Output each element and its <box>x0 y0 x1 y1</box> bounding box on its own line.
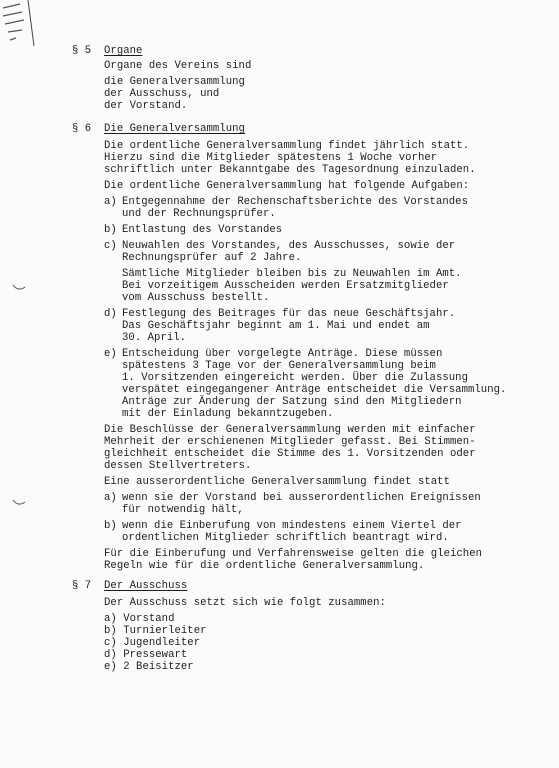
list-item: ordentlichen Mitglieder schriftlich beantragt wird. <box>122 532 449 544</box>
paragraph-line: Die Beschlüsse der Generalversammlung werden mit einfacher <box>104 424 476 436</box>
list-item: Festlegung des Beitrages für das neue Geschäftsjahr. <box>122 308 456 320</box>
list-item: mit der Einladung bekanntzugeben. <box>122 408 334 420</box>
list-marker: b) <box>104 224 117 236</box>
paragraph-line: Mehrheit der erschienenen Mitglieder gefasst. Bei Stimmen- <box>104 436 476 448</box>
list-item: der Vorstand. <box>104 100 188 112</box>
list-item: 30. April. <box>122 332 187 344</box>
list-item: a) Vorstand <box>104 613 175 625</box>
list-marker: d) <box>104 308 117 320</box>
list-item: wenn sie der Vorstand bei ausserordentlichen Ereignissen <box>122 492 481 504</box>
list-item: d) Pressewart <box>104 649 188 661</box>
list-item: die Generalversammlung <box>104 76 245 88</box>
list-item: spätestens 3 Tage vor der Generalversammlung beim <box>122 360 436 372</box>
list-item: verspätet eingegangener Anträge entscheidet die Versammlung. <box>122 384 507 396</box>
list-item: Das Geschäftsjahr beginnt am 1. Mai und endet am <box>122 320 430 332</box>
list-item: der Ausschuss, und <box>104 88 220 100</box>
list-item: Rechnungsprüfer auf 2 Jahre. <box>122 252 302 264</box>
paragraph-line: dessen Stellvertreters. <box>104 460 252 472</box>
paragraph-line: Regeln wie für die ordentliche Generalversammlung. <box>104 560 425 572</box>
list-marker: b) <box>104 520 117 532</box>
paragraph-line: Eine ausserordentliche Generalversammlung findet statt <box>104 476 450 488</box>
note-line: Sämtliche Mitglieder bleiben bis zu Neuwahlen im Amt. <box>122 268 462 280</box>
list-marker: a) <box>104 196 117 208</box>
list-item: e) 2 Beisitzer <box>104 661 194 673</box>
section-title: Der Ausschuss <box>104 580 188 592</box>
list-item: b) Turnierleiter <box>104 625 207 637</box>
list-marker: a) <box>104 492 117 504</box>
paragraph-line: Für die Einberufung und Verfahrensweise gelten die gleichen <box>104 548 483 560</box>
section-title: Die Generalversammlung <box>104 123 245 135</box>
list-item: 1. Vorsitzenden eingereicht werden. Über die Zulassung <box>122 372 468 384</box>
section-number: § 5 <box>72 45 92 57</box>
punch-hole-mark <box>12 498 26 508</box>
list-item: Neuwahlen des Vorstandes, des Ausschusses, sowie der <box>122 240 456 252</box>
paragraph-line: gleichheit entscheidet die Stimme des 1. Vorsitzenden oder <box>104 448 476 460</box>
list-item: für notwendig hält, <box>122 504 244 516</box>
list-item: und der Rechnungsprüfer. <box>122 208 276 220</box>
paragraph-line: Die ordentliche Generalversammlung hat folgende Aufgaben: <box>104 180 470 192</box>
paragraph-line: Die ordentliche Generalversammlung findet jährlich statt. <box>104 140 470 152</box>
section-number: § 7 <box>72 580 92 592</box>
punch-hole-mark <box>12 283 26 293</box>
list-item: wenn die Einberufung von mindestens einem Viertel der <box>122 520 462 532</box>
section-number: § 6 <box>72 123 92 135</box>
note-line: Bei vorzeitigem Ausscheiden werden Ersatzmitglieder <box>122 280 449 292</box>
list-item: Entgegennahme der Rechenschaftsberichte des Vorstandes <box>122 196 468 208</box>
paragraph-line: schriftlich unter Bekanntgabe des Tagesordnung einzuladen. <box>104 164 476 176</box>
section-intro: Organe des Vereins sind <box>104 60 252 72</box>
paragraph-line: Hierzu sind die Mitglieder spätestens 1 Woche vorher <box>104 152 438 164</box>
list-marker: c) <box>104 240 117 252</box>
section-title: Organe <box>104 45 143 57</box>
list-item: c) Jugendleiter <box>104 637 201 649</box>
section-intro: Der Ausschuss setzt sich wie folgt zusammen: <box>104 597 386 609</box>
corner-scan-marks <box>0 0 40 50</box>
list-item: Entlastung des Vorstandes <box>122 224 283 236</box>
note-line: vom Ausschuss bestellt. <box>122 292 270 304</box>
list-item: Entscheidung über vorgelegte Anträge. Diese müssen <box>122 348 443 360</box>
list-item: Anträge zur Änderung der Satzung sind den Mitgliedern <box>122 396 462 408</box>
list-marker: e) <box>104 348 117 360</box>
